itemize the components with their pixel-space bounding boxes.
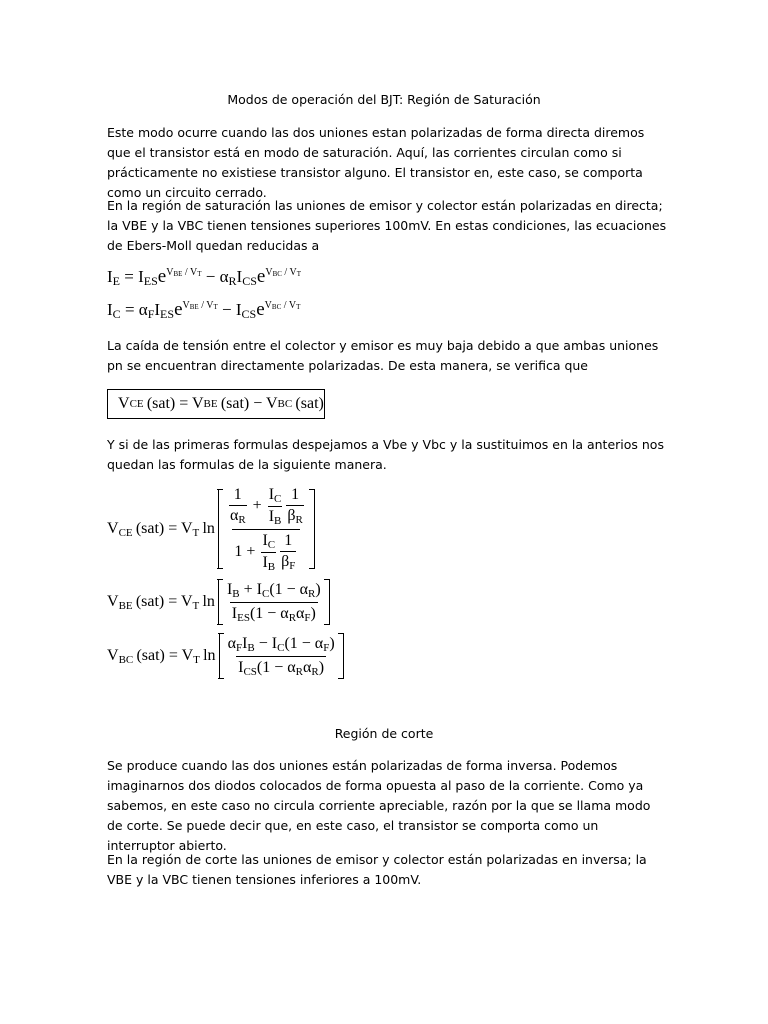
paragraph-saturation-conditions: En la región de saturación las uniones de emisor y colector están polarizadas en directa; la VBE y la VBC tienen tensiones superiores 100mV. En estas condiciones, las ecuaciones de Ebers-Moll quedan reducidas a bbox=[107, 198, 667, 253]
equation-vbe-sat: $V_{BE}$ $(sat) = V_T$ ln $\frac{I_B + I_C(1 - \alpha_R)}{I_{ES}(1 - \alpha_R\alpha_F)}$ bbox=[107, 578, 330, 626]
paragraph-corte-conditions: En la región de corte las uniones de emisor y colector están polarizadas en inversa; la VBE y la VBC tienen tensiones inferiores a 100mV. bbox=[107, 852, 647, 887]
equation-vce-sat-boxed: V CE (sat) = V BE (sat) − V BC (sat) bbox=[107, 389, 325, 419]
paragraph-derivation: Y si de las primeras formulas despejamos a Vbe y Vbc y la sustituimos en la anterios nos quedan las formulas de la siguiente manera. bbox=[107, 437, 664, 472]
paragraph-voltage-drop: La caída de tensión entre el colector y emisor es muy baja debido a que ambas uniones pn se encuentran directamente polarizadas. De esta manera, se verifica que bbox=[107, 338, 659, 373]
equation-vbc-sat: $V_{BC}$ $(sat) = V_T$ ln $\frac{\alpha_FI_B - I_C(1 - \alpha_F)}{I_{CS}(1 - \alpha_R\alpha_R)}$ bbox=[107, 632, 344, 680]
paragraph-corte-intro: Se produce cuando las dos uniones están polarizadas de forma inversa. Podemos imaginarnos dos diodos colocados de forma opuesta al paso de la corriente. Como ya sabemos, en este caso no circula corriente apreciable, razón por la que se llama modo de corte. Se puede decir que, en este caso, el transistor se comporta como un interruptor abierto. bbox=[107, 758, 651, 853]
section-title-corte: Región de corte bbox=[334, 726, 434, 741]
equation-ic: $I_C = \alpha_FI_{ES}e^{V_{BE} / V_T} - I_{CS}e^{V_{BC} / V_T}$ bbox=[107, 299, 301, 321]
equation-vce-sat: $V_{CE}$ $(sat) = V_T$ ln $\frac{1}{\alpha_R}$ + $\frac{I_C}{I_B}$ $\frac{1}{\beta_R}$ 1 + $\frac{I_C}{I_B}$ $\frac{1}{\beta_F}$ bbox=[107, 488, 315, 570]
document-title: Modos de operación del BJT: Región de Saturación bbox=[227, 92, 541, 107]
paragraph-saturation-intro: Este modo ocurre cuando las dos uniones estan polarizadas de forma directa diremos que el transistor está en modo de saturación. Aquí, las corrientes circulan como si prácticamente no existiese transistor alguno. El transistor en, este caso, se comporta como un circuito cerrado. bbox=[107, 125, 645, 200]
equation-ie: $I_E = I_{ES}e^{V_{BE} / V_T} - \alpha_RI_{CS}e^{V_{BC} / V_T}$ bbox=[107, 266, 302, 288]
